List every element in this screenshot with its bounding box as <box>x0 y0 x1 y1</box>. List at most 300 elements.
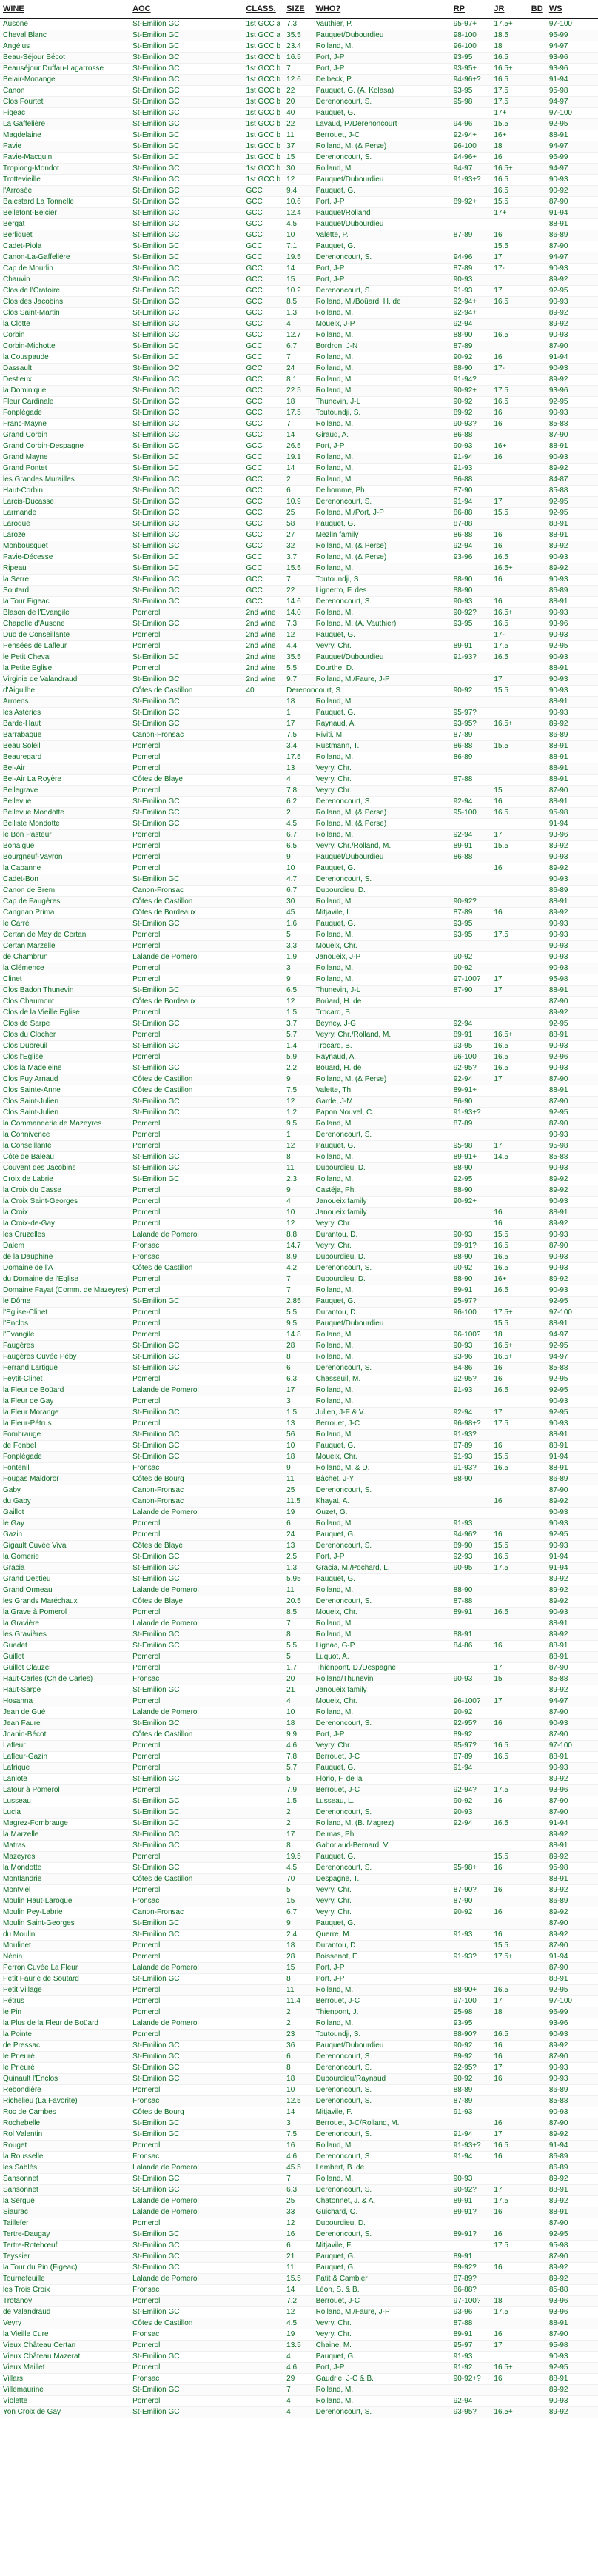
jr-cell <box>491 1774 528 1785</box>
table-row[interactable] <box>0 2096 598 2107</box>
table-row[interactable] <box>0 2196 598 2207</box>
table-row[interactable] <box>0 686 598 697</box>
wine-cell: Cadet-Bon <box>0 874 130 886</box>
table-row[interactable] <box>0 663 598 675</box>
aoc-cell: St-Emilion GC <box>130 497 243 508</box>
bd-cell <box>528 2163 546 2174</box>
who-cell: Rolland/Thunevin <box>313 1674 451 1685</box>
ws-cell: 89-92 <box>546 275 598 286</box>
table-row[interactable] <box>0 352 598 364</box>
table-row[interactable] <box>0 441 598 452</box>
table-row[interactable] <box>0 697 598 708</box>
table-row[interactable] <box>0 2241 598 2252</box>
table-row[interactable] <box>0 719 598 730</box>
wine-cell: la Mondotte <box>0 1863 130 1874</box>
table-row[interactable] <box>0 1130 598 1141</box>
bd-cell <box>528 1496 546 1508</box>
table-row[interactable] <box>0 1485 598 1496</box>
table-row[interactable] <box>0 53 598 64</box>
table-row[interactable] <box>0 1630 598 1641</box>
table-row[interactable] <box>0 408 598 419</box>
table-row[interactable] <box>0 1830 598 1841</box>
table-row[interactable] <box>0 1863 598 1874</box>
table-row[interactable] <box>0 1841 598 1852</box>
table-row[interactable] <box>0 1074 598 1085</box>
table-row[interactable] <box>0 1152 598 1163</box>
table-row[interactable] <box>0 1852 598 1863</box>
bd-cell <box>528 941 546 952</box>
table-row[interactable] <box>0 786 598 797</box>
who-cell: Mitjavile, L. <box>313 908 451 919</box>
bd-cell <box>528 1041 546 1052</box>
who-cell: Pauquet, G. <box>313 2352 451 2363</box>
jr-cell: 16 <box>491 575 528 586</box>
table-row[interactable] <box>0 230 598 241</box>
rp-cell: 91-93 <box>451 1452 491 1463</box>
table-row[interactable] <box>0 1352 598 1363</box>
table-row[interactable] <box>0 597 598 608</box>
table-row[interactable] <box>0 175 598 186</box>
table-row[interactable] <box>0 97 598 108</box>
table-row[interactable] <box>0 986 598 997</box>
table-row[interactable] <box>0 1008 598 1019</box>
aoc-cell: St-Emilion GC <box>130 197 243 208</box>
table-row[interactable] <box>0 1396 598 1408</box>
size-cell: 6.5 <box>283 841 312 852</box>
table-row[interactable] <box>0 930 598 941</box>
size-cell: 12 <box>283 2218 312 2229</box>
table-row[interactable] <box>0 2174 598 2185</box>
table-row[interactable] <box>0 541 598 552</box>
table-row[interactable] <box>0 708 598 719</box>
table-row[interactable] <box>0 1741 598 1752</box>
header-aoc[interactable]: AOC <box>130 0 243 19</box>
table-row[interactable] <box>0 308 598 319</box>
table-row[interactable] <box>0 1730 598 1741</box>
table-row[interactable] <box>0 1685 598 1696</box>
table-row[interactable] <box>0 997 598 1008</box>
table-row[interactable] <box>0 375 598 386</box>
table-row[interactable] <box>0 1374 598 1385</box>
table-row[interactable] <box>0 1319 598 1330</box>
table-row[interactable] <box>0 430 598 441</box>
table-row[interactable] <box>0 1097 598 1108</box>
ws-cell: 90-93 <box>546 1063 598 1074</box>
table-row[interactable] <box>0 508 598 519</box>
table-row[interactable] <box>0 2074 598 2085</box>
ws-cell: 86-89 <box>546 2085 598 2096</box>
size-cell: 4 <box>283 2407 312 2418</box>
table-row[interactable] <box>0 452 598 464</box>
table-row[interactable] <box>0 1274 598 1285</box>
rp-cell: 90-92+ <box>451 1197 491 1208</box>
table-row[interactable] <box>0 397 598 408</box>
table-row[interactable] <box>0 1563 598 1574</box>
table-row[interactable] <box>0 1041 598 1052</box>
table-row[interactable] <box>0 1341 598 1352</box>
table-row[interactable] <box>0 1963 598 1974</box>
table-row[interactable] <box>0 775 598 786</box>
rp-cell: 88-90 <box>451 1585 491 1596</box>
jr-cell: 16+ <box>491 1274 528 1285</box>
table-row[interactable] <box>0 2041 598 2052</box>
table-row[interactable] <box>0 1885 598 1896</box>
table-row[interactable] <box>0 1496 598 1508</box>
table-row[interactable] <box>0 1619 598 1630</box>
table-row[interactable] <box>0 797 598 808</box>
table-row[interactable] <box>0 1030 598 1041</box>
table-row[interactable] <box>0 652 598 663</box>
table-row[interactable] <box>0 1474 598 1485</box>
table-row[interactable] <box>0 130 598 141</box>
jr-cell: 16 <box>491 2207 528 2218</box>
table-row[interactable] <box>0 1430 598 1441</box>
wine-cell: la Tour du Pin (Figeac) <box>0 2263 130 2274</box>
table-row[interactable] <box>0 1085 598 1097</box>
ws-cell: 90-93 <box>546 1163 598 1174</box>
table-row[interactable] <box>0 530 598 541</box>
header-ws[interactable]: WS <box>546 0 598 19</box>
table-row[interactable] <box>0 1707 598 1719</box>
table-row[interactable] <box>0 1019 598 1030</box>
wine-cell: la Cabanne <box>0 863 130 874</box>
size-cell: 4.4 <box>283 641 312 652</box>
table-row[interactable] <box>0 1297 598 1308</box>
table-row[interactable] <box>0 586 598 597</box>
table-row[interactable] <box>0 952 598 963</box>
table-row[interactable] <box>0 1252 598 1263</box>
classification-cell <box>243 1085 283 1097</box>
size-cell: 15.5 <box>283 563 312 575</box>
bd-cell <box>528 1130 546 1141</box>
table-row[interactable] <box>0 575 598 586</box>
table-row[interactable] <box>0 2163 598 2174</box>
table-row[interactable] <box>0 186 598 197</box>
table-row[interactable] <box>0 2274 598 2285</box>
table-row[interactable] <box>0 197 598 208</box>
header-size[interactable]: SIZE <box>283 0 312 19</box>
aoc-cell: Lalande de Pomerol <box>130 1585 243 1596</box>
table-row[interactable] <box>0 386 598 397</box>
bd-cell <box>528 1174 546 1185</box>
bd-cell <box>528 219 546 230</box>
table-row[interactable] <box>0 2141 598 2152</box>
table-row[interactable] <box>0 464 598 475</box>
table-row[interactable] <box>0 2374 598 2385</box>
table-row[interactable] <box>0 2130 598 2141</box>
table-row[interactable] <box>0 1519 598 1530</box>
table-row[interactable] <box>0 2229 598 2241</box>
table-row[interactable] <box>0 1330 598 1341</box>
table-row[interactable] <box>0 486 598 497</box>
table-row[interactable] <box>0 519 598 530</box>
table-row[interactable] <box>0 475 598 486</box>
table-row[interactable] <box>0 1763 598 1774</box>
table-row[interactable] <box>0 1108 598 1119</box>
table-row[interactable] <box>0 2263 598 2274</box>
table-row[interactable] <box>0 2352 598 2363</box>
table-row[interactable] <box>0 30 598 41</box>
table-row[interactable] <box>0 1952 598 1963</box>
table-row[interactable] <box>0 1163 598 1174</box>
table-row[interactable] <box>0 1896 598 1907</box>
table-row[interactable] <box>0 2063 598 2074</box>
table-row[interactable] <box>0 264 598 275</box>
ws-cell: 87-90 <box>546 1707 598 1719</box>
table-row[interactable] <box>0 2218 598 2229</box>
table-row[interactable] <box>0 1441 598 1452</box>
table-row[interactable] <box>0 2052 598 2063</box>
jr-cell <box>491 1707 528 1719</box>
jr-cell: 16.5 <box>491 1385 528 1396</box>
table-row[interactable] <box>0 1197 598 1208</box>
rp-cell: 90-92? <box>451 608 491 619</box>
table-row[interactable] <box>0 886 598 897</box>
ws-cell: 87-90 <box>546 2329 598 2341</box>
size-cell: 12 <box>283 175 312 186</box>
table-row[interactable] <box>0 1696 598 1707</box>
table-row[interactable] <box>0 319 598 330</box>
table-row[interactable] <box>0 2363 598 2374</box>
table-row[interactable] <box>0 1785 598 1796</box>
table-row[interactable] <box>0 2285 598 2296</box>
table-row[interactable] <box>0 275 598 286</box>
table-row[interactable] <box>0 2007 598 2018</box>
table-row[interactable] <box>0 919 598 930</box>
table-row[interactable] <box>0 1530 598 1541</box>
jr-cell: 17+ <box>491 108 528 119</box>
table-row[interactable] <box>0 2185 598 2196</box>
table-row[interactable] <box>0 1230 598 1241</box>
table-row[interactable] <box>0 1363 598 1374</box>
table-row[interactable] <box>0 941 598 952</box>
table-row[interactable] <box>0 630 598 641</box>
table-row[interactable] <box>0 364 598 375</box>
table-row[interactable] <box>0 830 598 841</box>
table-row[interactable] <box>0 1985 598 1996</box>
ws-cell: 91-94 <box>546 1552 598 1563</box>
table-row[interactable] <box>0 741 598 752</box>
table-row[interactable] <box>0 1774 598 1785</box>
header-jr[interactable]: JR <box>491 0 528 19</box>
table-row[interactable] <box>0 1185 598 1197</box>
table-row[interactable] <box>0 563 598 575</box>
table-row[interactable] <box>0 2018 598 2030</box>
table-row[interactable] <box>0 75 598 86</box>
table-row[interactable] <box>0 252 598 264</box>
table-row[interactable] <box>0 1174 598 1185</box>
aoc-cell: St-Emilion GC <box>130 874 243 886</box>
table-row[interactable] <box>0 2341 598 2352</box>
table-row[interactable] <box>0 1996 598 2007</box>
table-row[interactable] <box>0 1285 598 1297</box>
size-cell: 12 <box>283 1141 312 1152</box>
bd-cell <box>528 1719 546 1730</box>
table-row[interactable] <box>0 286 598 297</box>
wine-cell: Balestard La Tonnelle <box>0 197 130 208</box>
header-classification[interactable]: CLASS. <box>243 0 283 19</box>
table-row[interactable] <box>0 153 598 164</box>
table-row[interactable] <box>0 1941 598 1952</box>
table-row[interactable] <box>0 141 598 153</box>
table-row[interactable] <box>0 1585 598 1596</box>
table-row[interactable] <box>0 863 598 874</box>
table-row[interactable] <box>0 675 598 686</box>
ws-cell: 87-90 <box>546 197 598 208</box>
table-row[interactable] <box>0 2030 598 2041</box>
table-row[interactable] <box>0 1796 598 1807</box>
table-row[interactable] <box>0 1596 598 1608</box>
table-row[interactable] <box>0 1819 598 1830</box>
table-row[interactable] <box>0 2085 598 2096</box>
table-row[interactable] <box>0 2307 598 2318</box>
table-row[interactable] <box>0 208 598 219</box>
bd-cell <box>528 652 546 663</box>
classification-cell <box>243 1796 283 1807</box>
table-row[interactable] <box>0 852 598 863</box>
table-row[interactable] <box>0 1119 598 1130</box>
table-row[interactable] <box>0 2207 598 2218</box>
table-row[interactable] <box>0 497 598 508</box>
jr-cell: 17.5 <box>491 1563 528 1574</box>
table-row[interactable] <box>0 808 598 819</box>
ws-cell: 87-90 <box>546 1241 598 1252</box>
table-row[interactable] <box>0 608 598 619</box>
table-row[interactable] <box>0 1308 598 1319</box>
wine-cell: Côte de Baleau <box>0 1152 130 1163</box>
rp-cell: 86-88 <box>451 430 491 441</box>
table-row[interactable] <box>0 730 598 741</box>
table-row[interactable] <box>0 1974 598 1985</box>
who-cell: Rolland, M. <box>313 2385 451 2396</box>
table-row[interactable] <box>0 297 598 308</box>
wine-cell: la Clémence <box>0 963 130 974</box>
table-row[interactable] <box>0 419 598 430</box>
table-row[interactable] <box>0 2296 598 2307</box>
table-row[interactable] <box>0 1807 598 1819</box>
aoc-cell: Fronsac <box>130 1896 243 1907</box>
table-row[interactable] <box>0 1574 598 1585</box>
table-row[interactable] <box>0 841 598 852</box>
table-row[interactable] <box>0 1663 598 1674</box>
table-row[interactable] <box>0 641 598 652</box>
ws-cell: 86-89 <box>546 586 598 597</box>
table-row[interactable] <box>0 963 598 974</box>
table-row[interactable] <box>0 219 598 230</box>
size-cell: 16 <box>283 2141 312 2152</box>
classification-cell: 1st GCC b <box>243 41 283 53</box>
table-row[interactable] <box>0 1930 598 1941</box>
table-row[interactable] <box>0 819 598 830</box>
table-row[interactable] <box>0 119 598 130</box>
table-row[interactable] <box>0 1419 598 1430</box>
table-row[interactable] <box>0 2152 598 2163</box>
table-row[interactable] <box>0 1552 598 1563</box>
header-rp[interactable]: RP <box>451 0 491 19</box>
table-row[interactable] <box>0 1052 598 1063</box>
header-wine[interactable]: WINE <box>0 0 130 19</box>
table-row[interactable] <box>0 64 598 75</box>
bd-cell <box>528 130 546 141</box>
table-row[interactable] <box>0 619 598 630</box>
wine-cell: le Petit Cheval <box>0 652 130 663</box>
table-row[interactable] <box>0 974 598 986</box>
table-row[interactable] <box>0 1452 598 1463</box>
jr-cell <box>491 919 528 930</box>
table-row[interactable] <box>0 752 598 763</box>
table-row[interactable] <box>0 341 598 352</box>
table-row[interactable] <box>0 1463 598 1474</box>
table-row[interactable] <box>0 19 598 30</box>
table-row[interactable] <box>0 108 598 119</box>
wine-cell: Teyssier <box>0 2252 130 2263</box>
who-cell: Dubourdieu, D. <box>313 2218 451 2229</box>
table-row[interactable] <box>0 2118 598 2130</box>
aoc-cell: St-Emilion GC <box>130 797 243 808</box>
rp-cell: 91-93 <box>451 1519 491 1530</box>
table-row[interactable] <box>0 1541 598 1552</box>
table-row[interactable] <box>0 1219 598 1230</box>
header-bd[interactable]: BD <box>528 0 546 19</box>
table-row[interactable] <box>0 164 598 175</box>
table-row[interactable] <box>0 1652 598 1663</box>
table-row[interactable] <box>0 1141 598 1152</box>
table-row[interactable] <box>0 1408 598 1419</box>
table-row[interactable] <box>0 763 598 775</box>
table-row[interactable] <box>0 1608 598 1619</box>
jr-cell <box>491 2285 528 2296</box>
bd-cell <box>528 863 546 874</box>
table-row[interactable] <box>0 1752 598 1763</box>
header-who[interactable]: WHO? <box>313 0 451 19</box>
table-row[interactable] <box>0 1263 598 1274</box>
table-row[interactable] <box>0 1674 598 1685</box>
table-row[interactable] <box>0 1719 598 1730</box>
wine-cell: Corbin <box>0 330 130 341</box>
table-row[interactable] <box>0 2252 598 2263</box>
table-row[interactable] <box>0 2107 598 2118</box>
table-row[interactable] <box>0 1063 598 1074</box>
table-row[interactable] <box>0 552 598 563</box>
table-row[interactable] <box>0 1641 598 1652</box>
table-row[interactable] <box>0 241 598 252</box>
table-row[interactable] <box>0 2329 598 2341</box>
table-row[interactable] <box>0 1508 598 1519</box>
table-row[interactable] <box>0 1385 598 1396</box>
table-row[interactable] <box>0 86 598 97</box>
table-row[interactable] <box>0 897 598 908</box>
size-cell: 10.2 <box>283 286 312 297</box>
wine-cell: Vieux Maillet <box>0 2363 130 2374</box>
wine-cell: Clos l'Eglise <box>0 1052 130 1063</box>
table-row[interactable] <box>0 2318 598 2329</box>
table-row[interactable] <box>0 874 598 886</box>
bd-cell <box>528 1896 546 1907</box>
table-row[interactable] <box>0 1907 598 1918</box>
table-row[interactable] <box>0 1918 598 1930</box>
table-row[interactable] <box>0 1208 598 1219</box>
table-row[interactable] <box>0 41 598 53</box>
table-row[interactable] <box>0 2407 598 2418</box>
table-row[interactable] <box>0 2396 598 2407</box>
table-row[interactable] <box>0 1241 598 1252</box>
table-row[interactable] <box>0 1874 598 1885</box>
table-row[interactable] <box>0 908 598 919</box>
bd-cell <box>528 1652 546 1663</box>
table-row[interactable] <box>0 2385 598 2396</box>
table-row[interactable] <box>0 330 598 341</box>
size-cell: 12 <box>283 1219 312 1230</box>
